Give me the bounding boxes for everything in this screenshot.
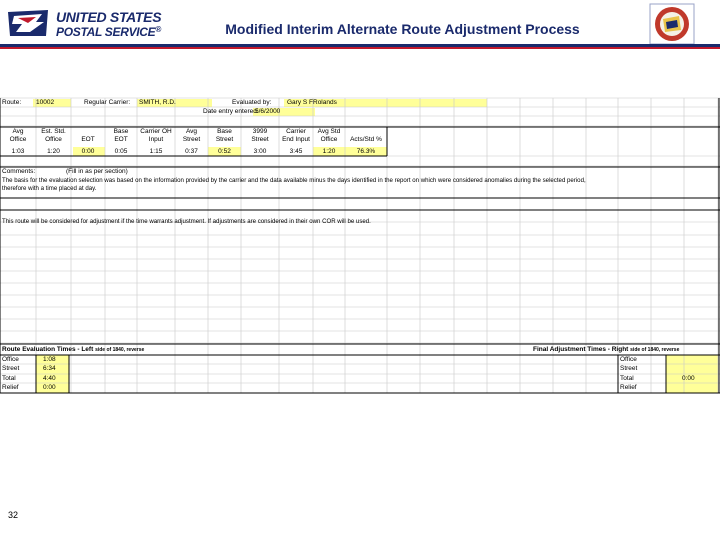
regular-carrier-value[interactable]: SMITH, R.D. (139, 99, 176, 106)
metric-header-carrier-end-input: Carrier End Input (282, 128, 310, 143)
comments-label: Comments: (2, 168, 36, 175)
metric-value-carrier-oh-input: 1:15 (149, 148, 163, 155)
comments-line-3[interactable]: This route will be considered for adjustment if the time warrants adjustment. If adjustments are considered in their own COR will be used. (2, 218, 371, 225)
metric-header-base-eot: Base EOT (113, 128, 129, 143)
final-adjustment-title: Final Adjustment Times - Right side of 1840, reverse (533, 346, 680, 353)
page-title: Modified Interim Alternate Route Adjustment Process (225, 21, 580, 37)
metric-header-eot: EOT (81, 136, 95, 143)
comments-line-2[interactable]: therefore with a time placed at day. (2, 185, 97, 192)
slide-header (0, 0, 720, 47)
evaluated-by-label: Evaluated by: (232, 99, 272, 106)
metric-header-base-street: Base Street (215, 128, 234, 143)
metric-value-carrier-end-input: 3:45 (289, 148, 303, 155)
route-value[interactable]: 10002 (36, 99, 55, 106)
page-number: 32 (8, 510, 19, 520)
registered-mark: ® (155, 25, 161, 34)
eval-relief-label: Relief (2, 384, 19, 391)
metric-header-acts-std-pct: Acts/Std % (350, 136, 382, 143)
eval-total-label: Total (2, 375, 16, 382)
metric-value-base-street[interactable]: 0:52 (218, 148, 231, 155)
eval-relief-value: 0:00 (43, 384, 56, 391)
eval-office-label: Office (2, 356, 19, 363)
metric-value-base-eot: 0:05 (114, 148, 128, 155)
metric-value-avg-std-office[interactable]: 1:20 (322, 148, 336, 155)
eval-office-value: 1:08 (43, 356, 56, 363)
metric-header-avg-street: Avg Street (182, 128, 201, 143)
eval-street-value: 6:34 (43, 365, 56, 372)
metric-value-avg-office: 1:03 (11, 148, 25, 155)
metric-value-avg-street: 0:37 (185, 148, 198, 155)
date-entered-value[interactable]: 5/6/2000 (255, 108, 281, 115)
final-office-label: Office (620, 356, 637, 363)
comments-hint: (Fill in as per section) (66, 168, 128, 175)
metric-header-est-std-office: Est. Std. Office (41, 128, 66, 143)
metric-header-avg-std-office: Avg Std Office (317, 128, 341, 143)
metric-value-est-std-office: 1:20 (47, 148, 60, 155)
final-street-label: Street (620, 365, 638, 372)
comments-line-1[interactable]: The basis for the evaluation selection was based on the information provided by the carrier and the data available minus the days identified in the report on which were considered anomalies during the selected period, (2, 177, 586, 184)
logo-line-1: UNITED STATES (56, 9, 162, 25)
metric-header-avg-office: Avg Office (9, 128, 27, 143)
metric-header-3999-street: 3999 Street (251, 128, 269, 143)
eval-street-label: Street (2, 365, 20, 372)
regular-carrier-label: Regular Carrier: (84, 99, 131, 106)
metric-value-acts-std-pct[interactable]: 76.3% (356, 148, 376, 155)
date-entered-label: Date entry entered: (203, 108, 259, 115)
eval-total-value: 4:40 (43, 375, 56, 382)
final-total-value[interactable]: 0:00 (682, 375, 695, 382)
metric-value-3999-street: 3:00 (253, 148, 267, 155)
logo-line-2-text: POSTAL SERVICE (56, 25, 156, 39)
route-evaluation-title: Route Evaluation Times - Left side of 1840, reverse (2, 346, 145, 353)
route-label: Route: (2, 99, 22, 106)
header-rule-red (0, 47, 720, 49)
spreadsheet (0, 97, 720, 394)
logo-line-2 (56, 25, 161, 39)
usps-logo (6, 6, 166, 40)
final-relief-label: Relief (620, 384, 637, 391)
final-total-label: Total (620, 375, 634, 382)
metric-value-eot[interactable]: 0:00 (81, 148, 95, 155)
seal-icon (649, 3, 695, 45)
eagle-icon (6, 6, 50, 40)
evaluated-by-value[interactable]: Gary S FRolands (287, 99, 337, 106)
metric-header-carrier-oh-input: Carrier OH Input (140, 128, 172, 143)
